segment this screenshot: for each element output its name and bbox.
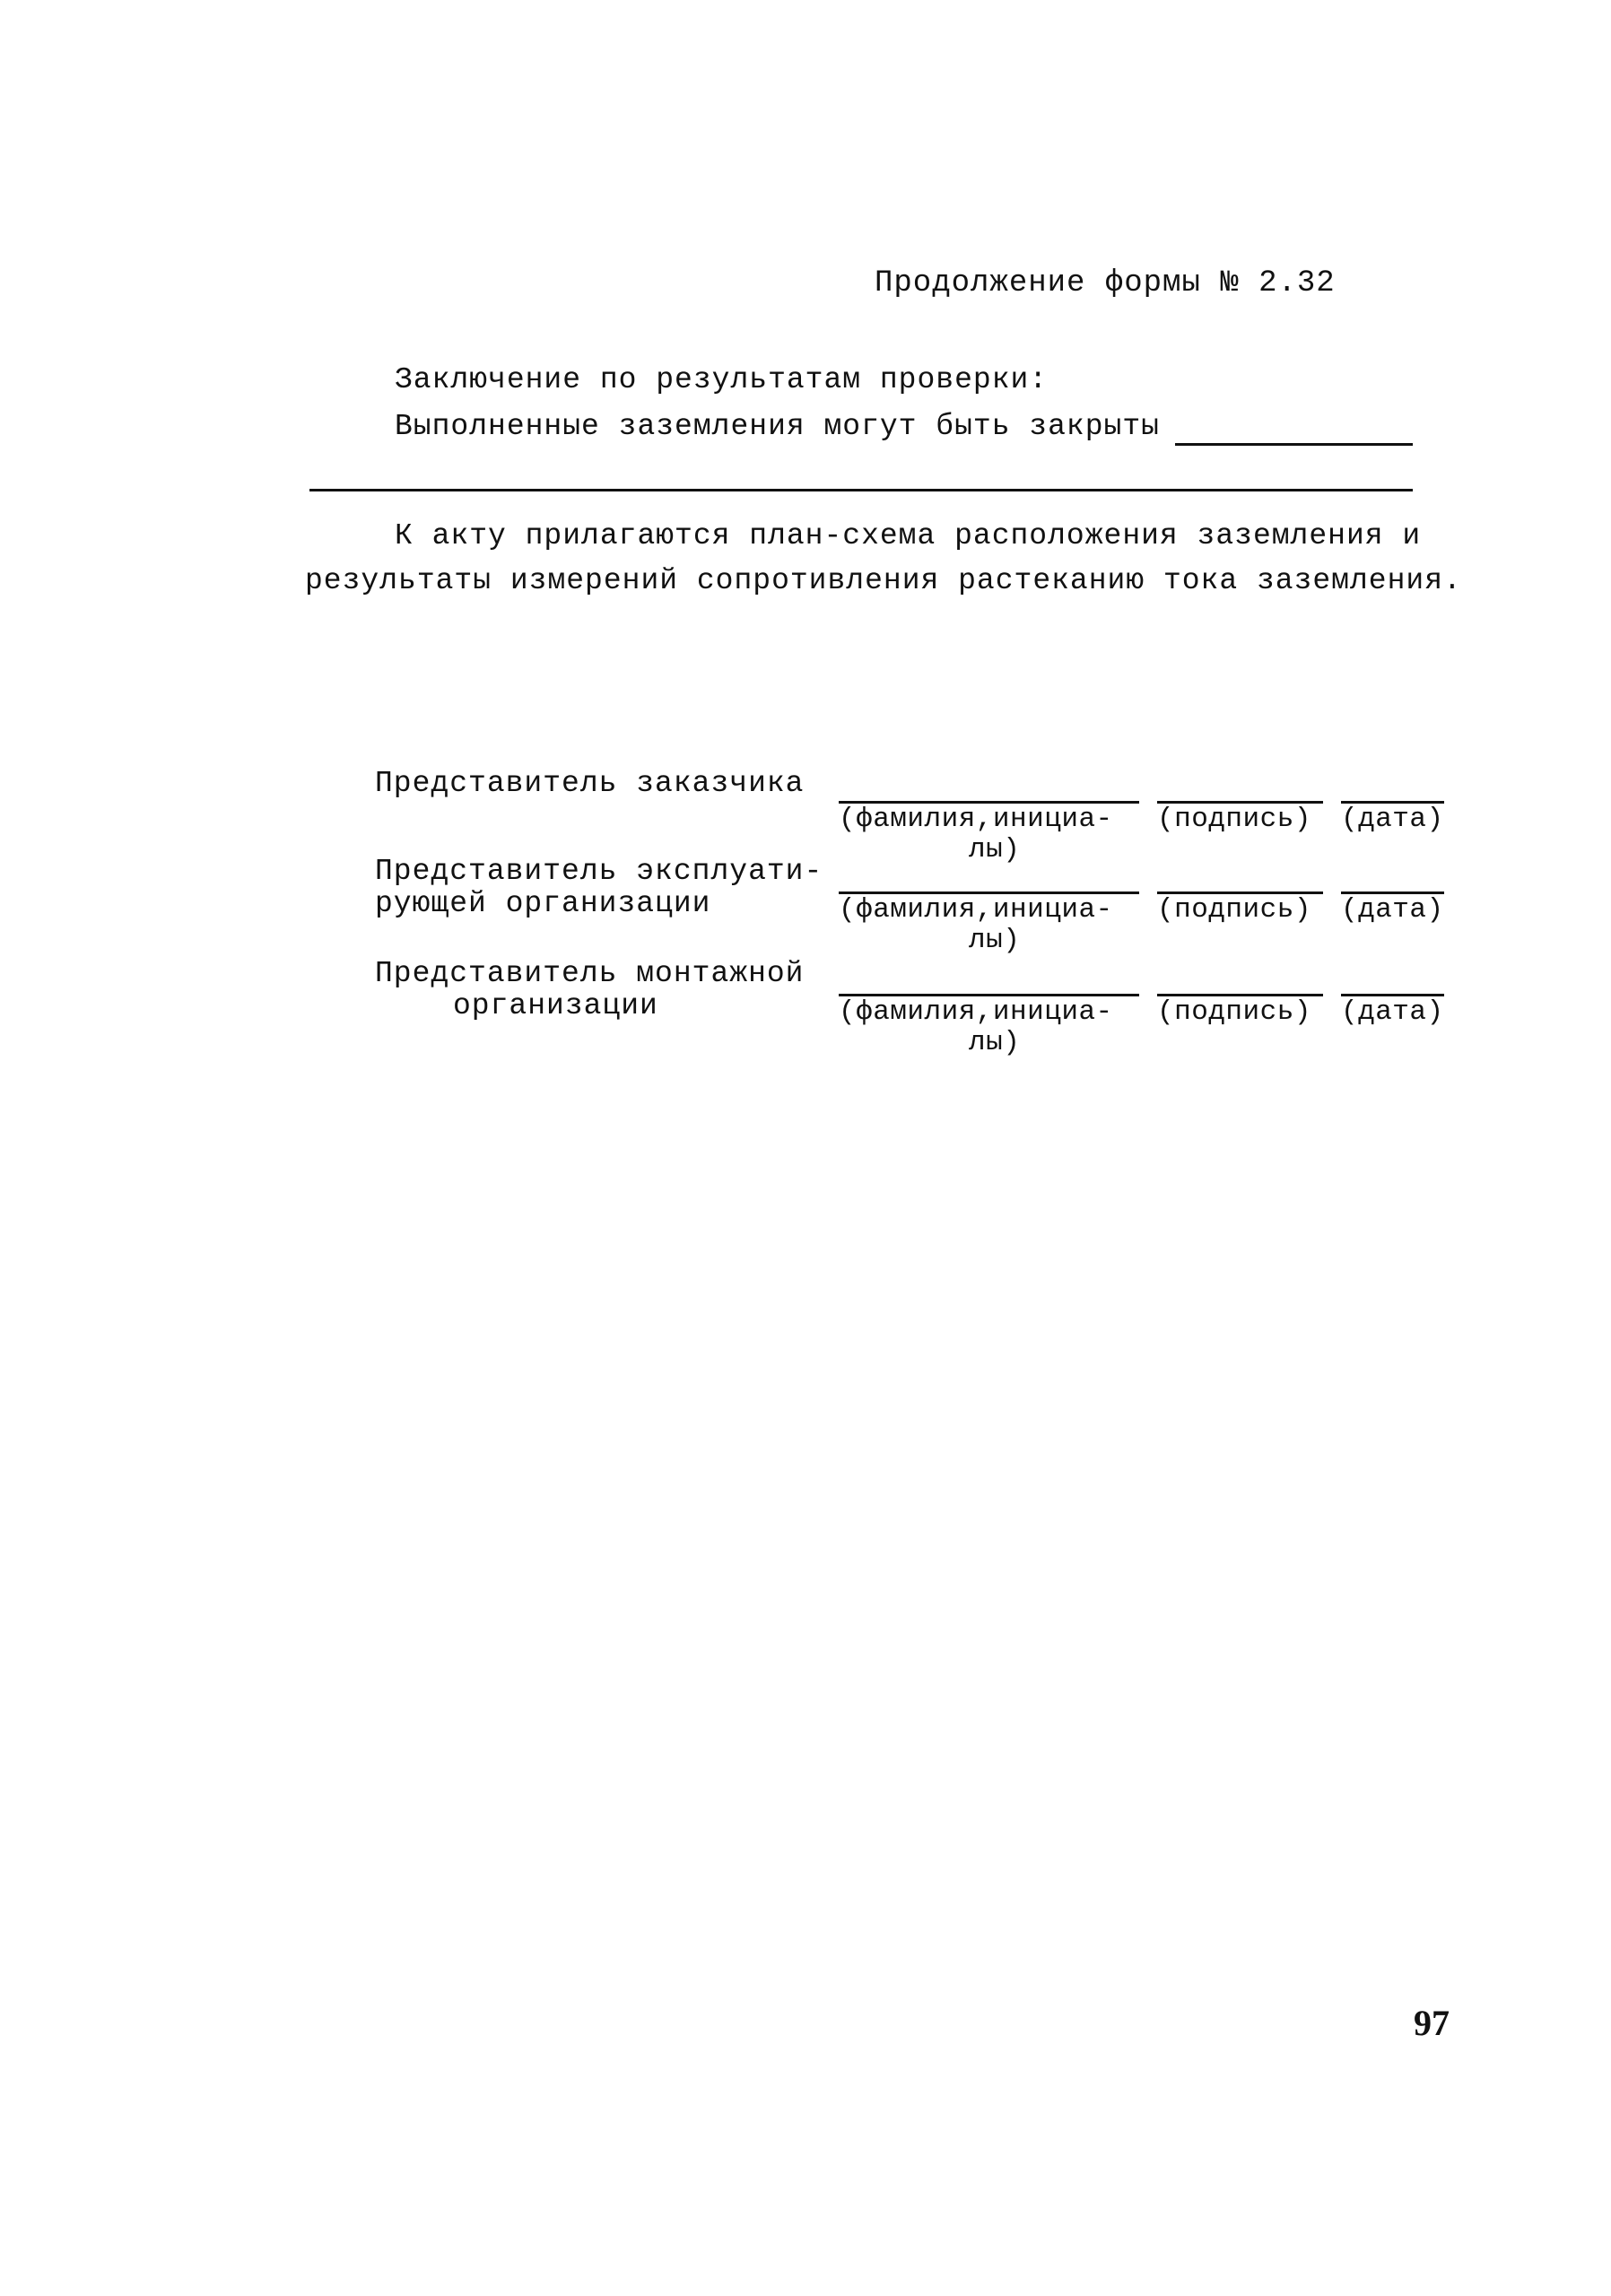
customer-representative-label: Представитель заказчика [375, 767, 805, 800]
operating-org-representative-label-line-2: рующей организации [375, 887, 711, 920]
installation-org-representative-label-line-1: Представитель монтажной [375, 957, 805, 990]
installation-org-signature-block [839, 994, 1449, 1065]
signature-caption: (подпись) [1157, 996, 1311, 1028]
attachment-text-line-2: результаты измерений сопротивления растеканию тока заземления. [305, 564, 1462, 597]
name-caption-wrap: лы) [969, 834, 1021, 865]
conclusion-blank-line [1175, 443, 1413, 446]
name-caption: (фамилия,инициа- [839, 996, 1113, 1028]
name-caption-wrap: лы) [969, 925, 1021, 956]
conclusion-text: Выполненные заземления могут быть закрыты [395, 410, 1160, 443]
signature-caption: (подпись) [1157, 804, 1311, 835]
installation-org-representative-label-line-2: организации [453, 989, 658, 1022]
date-caption: (дата) [1341, 894, 1444, 926]
attachment-text-line-1: К акту прилагаются план-схема расположения заземления и [395, 519, 1422, 552]
conclusion-title: Заключение по результатам проверки: [395, 363, 1049, 396]
customer-signature-block [839, 801, 1449, 873]
signature-caption: (подпись) [1157, 894, 1311, 926]
name-caption: (фамилия,инициа- [839, 804, 1113, 835]
page-number: 97 [1414, 2003, 1450, 2043]
name-caption-wrap: лы) [969, 1027, 1021, 1058]
form-continuation-heading: Продолжение формы № 2.32 [875, 266, 1336, 300]
date-caption: (дата) [1341, 996, 1444, 1028]
conclusion-continuation-line [309, 489, 1413, 491]
name-caption: (фамилия,инициа- [839, 894, 1113, 926]
operating-org-signature-block [839, 891, 1449, 963]
date-caption: (дата) [1341, 804, 1444, 835]
operating-org-representative-label-line-1: Представитель эксплуати- [375, 855, 823, 888]
